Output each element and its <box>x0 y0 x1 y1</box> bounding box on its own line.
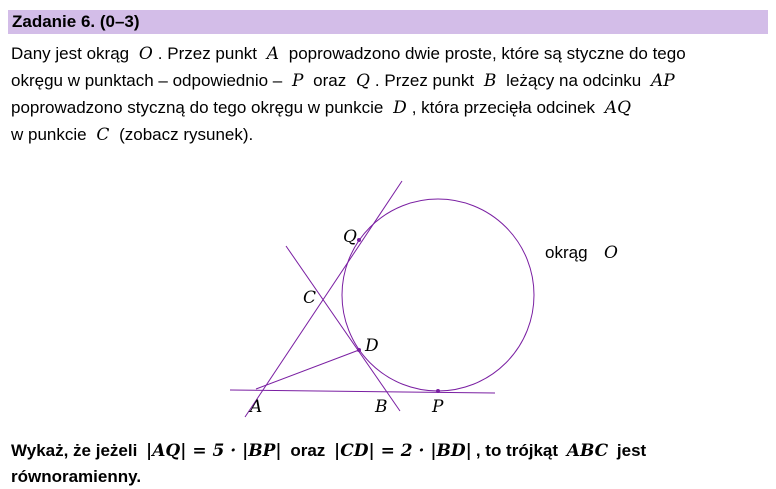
math-symbol: ABC <box>566 441 609 461</box>
text-segment: , to trójkąt <box>475 441 559 460</box>
math-symbol: AP <box>650 71 675 91</box>
math-symbol: O <box>138 44 153 64</box>
label-d: D <box>365 336 379 356</box>
math-symbol: Q <box>355 71 370 91</box>
task-title: Zadanie 6. (0–3) <box>12 12 140 31</box>
text-segment: jest <box>616 441 647 460</box>
math-symbol: B <box>483 71 497 91</box>
label-q: Q <box>343 227 357 247</box>
math-expression: |AQ| = 5 · |BP| <box>146 441 282 461</box>
circle-label-text: okrąg <box>545 243 588 262</box>
label-a: A <box>250 397 263 417</box>
text-segment: poprowadzono dwie proste, które są styczne do tego <box>288 44 686 63</box>
point-q <box>357 238 361 242</box>
label-p: P <box>432 397 444 417</box>
text-segment: Dany jest okrąg <box>11 44 130 63</box>
task-instruction <box>11 438 771 489</box>
math-symbol: AQ <box>604 98 632 118</box>
tangent-line-cdb <box>286 246 400 411</box>
text-segment: oraz <box>290 441 326 460</box>
text-segment: poprowadzono styczną do tego okręgu w punkcie <box>11 98 384 117</box>
text-segment: . Przez punkt <box>157 44 258 63</box>
text-segment: równoramienny. <box>11 467 142 486</box>
math-symbol: P <box>291 71 304 91</box>
math-symbol: D <box>393 98 407 118</box>
segment-ad <box>256 350 359 389</box>
circle-label-math: O <box>604 243 618 263</box>
tangent-line-aq <box>245 181 402 417</box>
label-c: C <box>303 288 317 308</box>
text-segment: Wykaż, że jeżeli <box>11 441 138 460</box>
label-b: B <box>375 397 388 417</box>
text-segment: (zobacz rysunek). <box>119 125 254 144</box>
text-segment: leżący na odcinku <box>506 71 642 90</box>
point-p <box>436 389 440 393</box>
point-d <box>357 348 361 352</box>
task-line-2 <box>11 464 771 489</box>
task-line-1 <box>11 438 771 464</box>
text-segment: oraz <box>313 71 347 90</box>
text-segment: . Przez punkt <box>374 71 475 90</box>
math-symbol: A <box>266 44 280 64</box>
math-symbol: C <box>96 125 110 145</box>
math-expression: |CD| = 2 · |BD| <box>334 441 472 461</box>
tangent-line-ap <box>230 390 495 393</box>
text-segment: , która przecięła odcinek <box>411 98 596 117</box>
text-segment: w punkcie <box>11 125 87 144</box>
text-segment: okręgu w punktach – odpowiednio – <box>11 71 283 90</box>
